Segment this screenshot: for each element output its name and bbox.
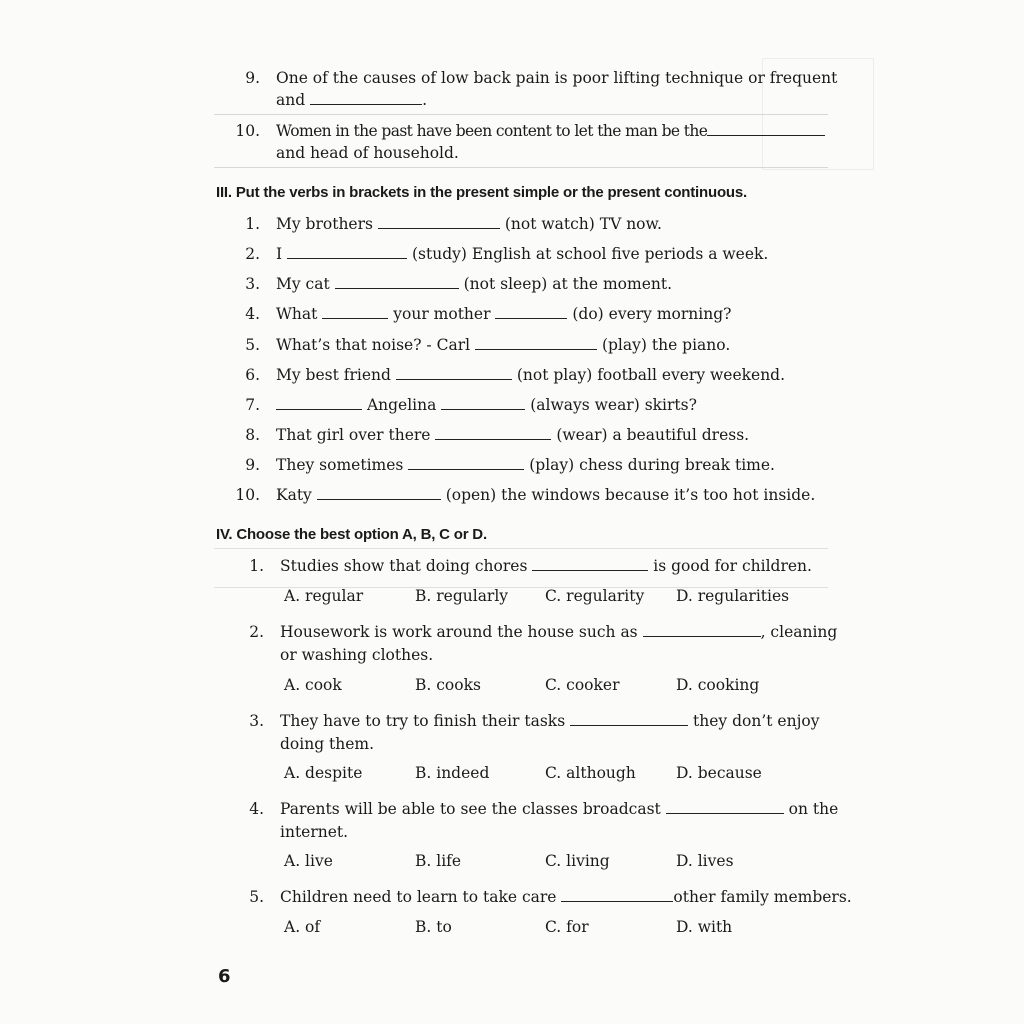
option-c[interactable]: C. cooker (545, 676, 620, 694)
answer-blank[interactable] (310, 90, 422, 105)
section-heading: III. Put the verbs in brackets in the present simple or the present continuous. (216, 184, 747, 201)
section-heading: IV. Choose the best option A, B, C or D. (216, 526, 487, 543)
answer-blank[interactable] (276, 395, 362, 410)
answer-blank[interactable] (570, 711, 688, 726)
answer-blank[interactable] (287, 244, 407, 259)
option-d[interactable]: D. with (676, 918, 733, 936)
option-b[interactable]: B. to (415, 918, 452, 936)
answer-blank[interactable] (441, 395, 525, 410)
option-c[interactable]: C. for (545, 918, 589, 936)
option-a[interactable]: A. live (284, 852, 333, 870)
option-d[interactable]: D. regularities (676, 587, 790, 605)
worksheet-page: 9. One of the causes of low back pain is poor lifting technique or frequent and . 10. Women in the past have been content to let the man be the and head of household. III. Put the verbs in brackets in the present simple or the present continuous. 1. My brothers (not watch) TV now. 2. I (study) English at school five periods a week. 3. My cat (not sleep) at the moment. 4. What your mother (do) every morning? 5. What’s that noise? - Carl (play) the piano. 6. My best friend (not play) football every weekend. 7. Angelina (always wear) skirts? 8. That girl over there (wear) a beautiful dress. 9. They sometimes (play) chess during break time. 10. Katy (open) the windows because it’s too hot inside. IV. Choose the best option A, B, C or D. 1. Studies show that doing chores is good for children. A. regular B. regularly C. regularity D. regularities 2. Housework is work around the house such as , cleaning or washing clothes. A. cook B. cooks C. cooker D. cooking 3. They have to try to finish their tasks they don’t enjoy doing them. A. despite B. indeed C. although D. because 4. Parents will be able to see the classes broadcast on the internet. A. live B. life C. living D. lives 5. Children need to learn to take care other family members. A. of B. to C. for D. with 6 (0, 0, 1024, 1024)
answer-blank[interactable] (335, 274, 459, 289)
answer-blank[interactable] (643, 622, 761, 637)
option-a[interactable]: A. despite (284, 764, 363, 782)
option-a[interactable]: A. cook (284, 676, 342, 694)
page-number: 6 (218, 966, 231, 987)
answer-blank[interactable] (561, 887, 673, 902)
answer-blank[interactable] (322, 304, 388, 319)
answer-blank[interactable] (408, 455, 524, 470)
answer-blank[interactable] (317, 485, 441, 500)
option-c[interactable]: C. living (545, 852, 610, 870)
answer-blank[interactable] (532, 556, 648, 571)
option-c[interactable]: C. although (545, 764, 636, 782)
option-b[interactable]: B. cooks (415, 676, 481, 694)
exercise-item: 10. Women in the past have been content to let the man be the and head of household. (230, 120, 830, 166)
exercise-item: 9. One of the causes of low back pain is poor lifting technique or frequent and . (245, 69, 838, 109)
answer-blank[interactable] (378, 214, 500, 229)
answer-blank[interactable] (495, 304, 567, 319)
option-b[interactable]: B. indeed (415, 764, 490, 782)
answer-blank[interactable] (475, 335, 597, 350)
answer-blank[interactable] (666, 799, 784, 814)
answer-blank[interactable] (396, 365, 512, 380)
option-d[interactable]: D. cooking (676, 676, 760, 694)
answer-blank[interactable] (435, 425, 551, 440)
option-b[interactable]: B. regularly (415, 587, 509, 605)
option-a[interactable]: A. of (284, 918, 321, 936)
item-text: and (276, 91, 306, 109)
option-c[interactable]: C. regularity (545, 587, 645, 605)
option-d[interactable]: D. because (676, 764, 762, 782)
option-a[interactable]: A. regular (284, 587, 364, 605)
option-b[interactable]: B. life (415, 852, 462, 870)
option-d[interactable]: D. lives (676, 852, 734, 870)
answer-blank[interactable] (707, 121, 825, 136)
item-text: Women in the past have been content to let the man be the (276, 122, 708, 140)
